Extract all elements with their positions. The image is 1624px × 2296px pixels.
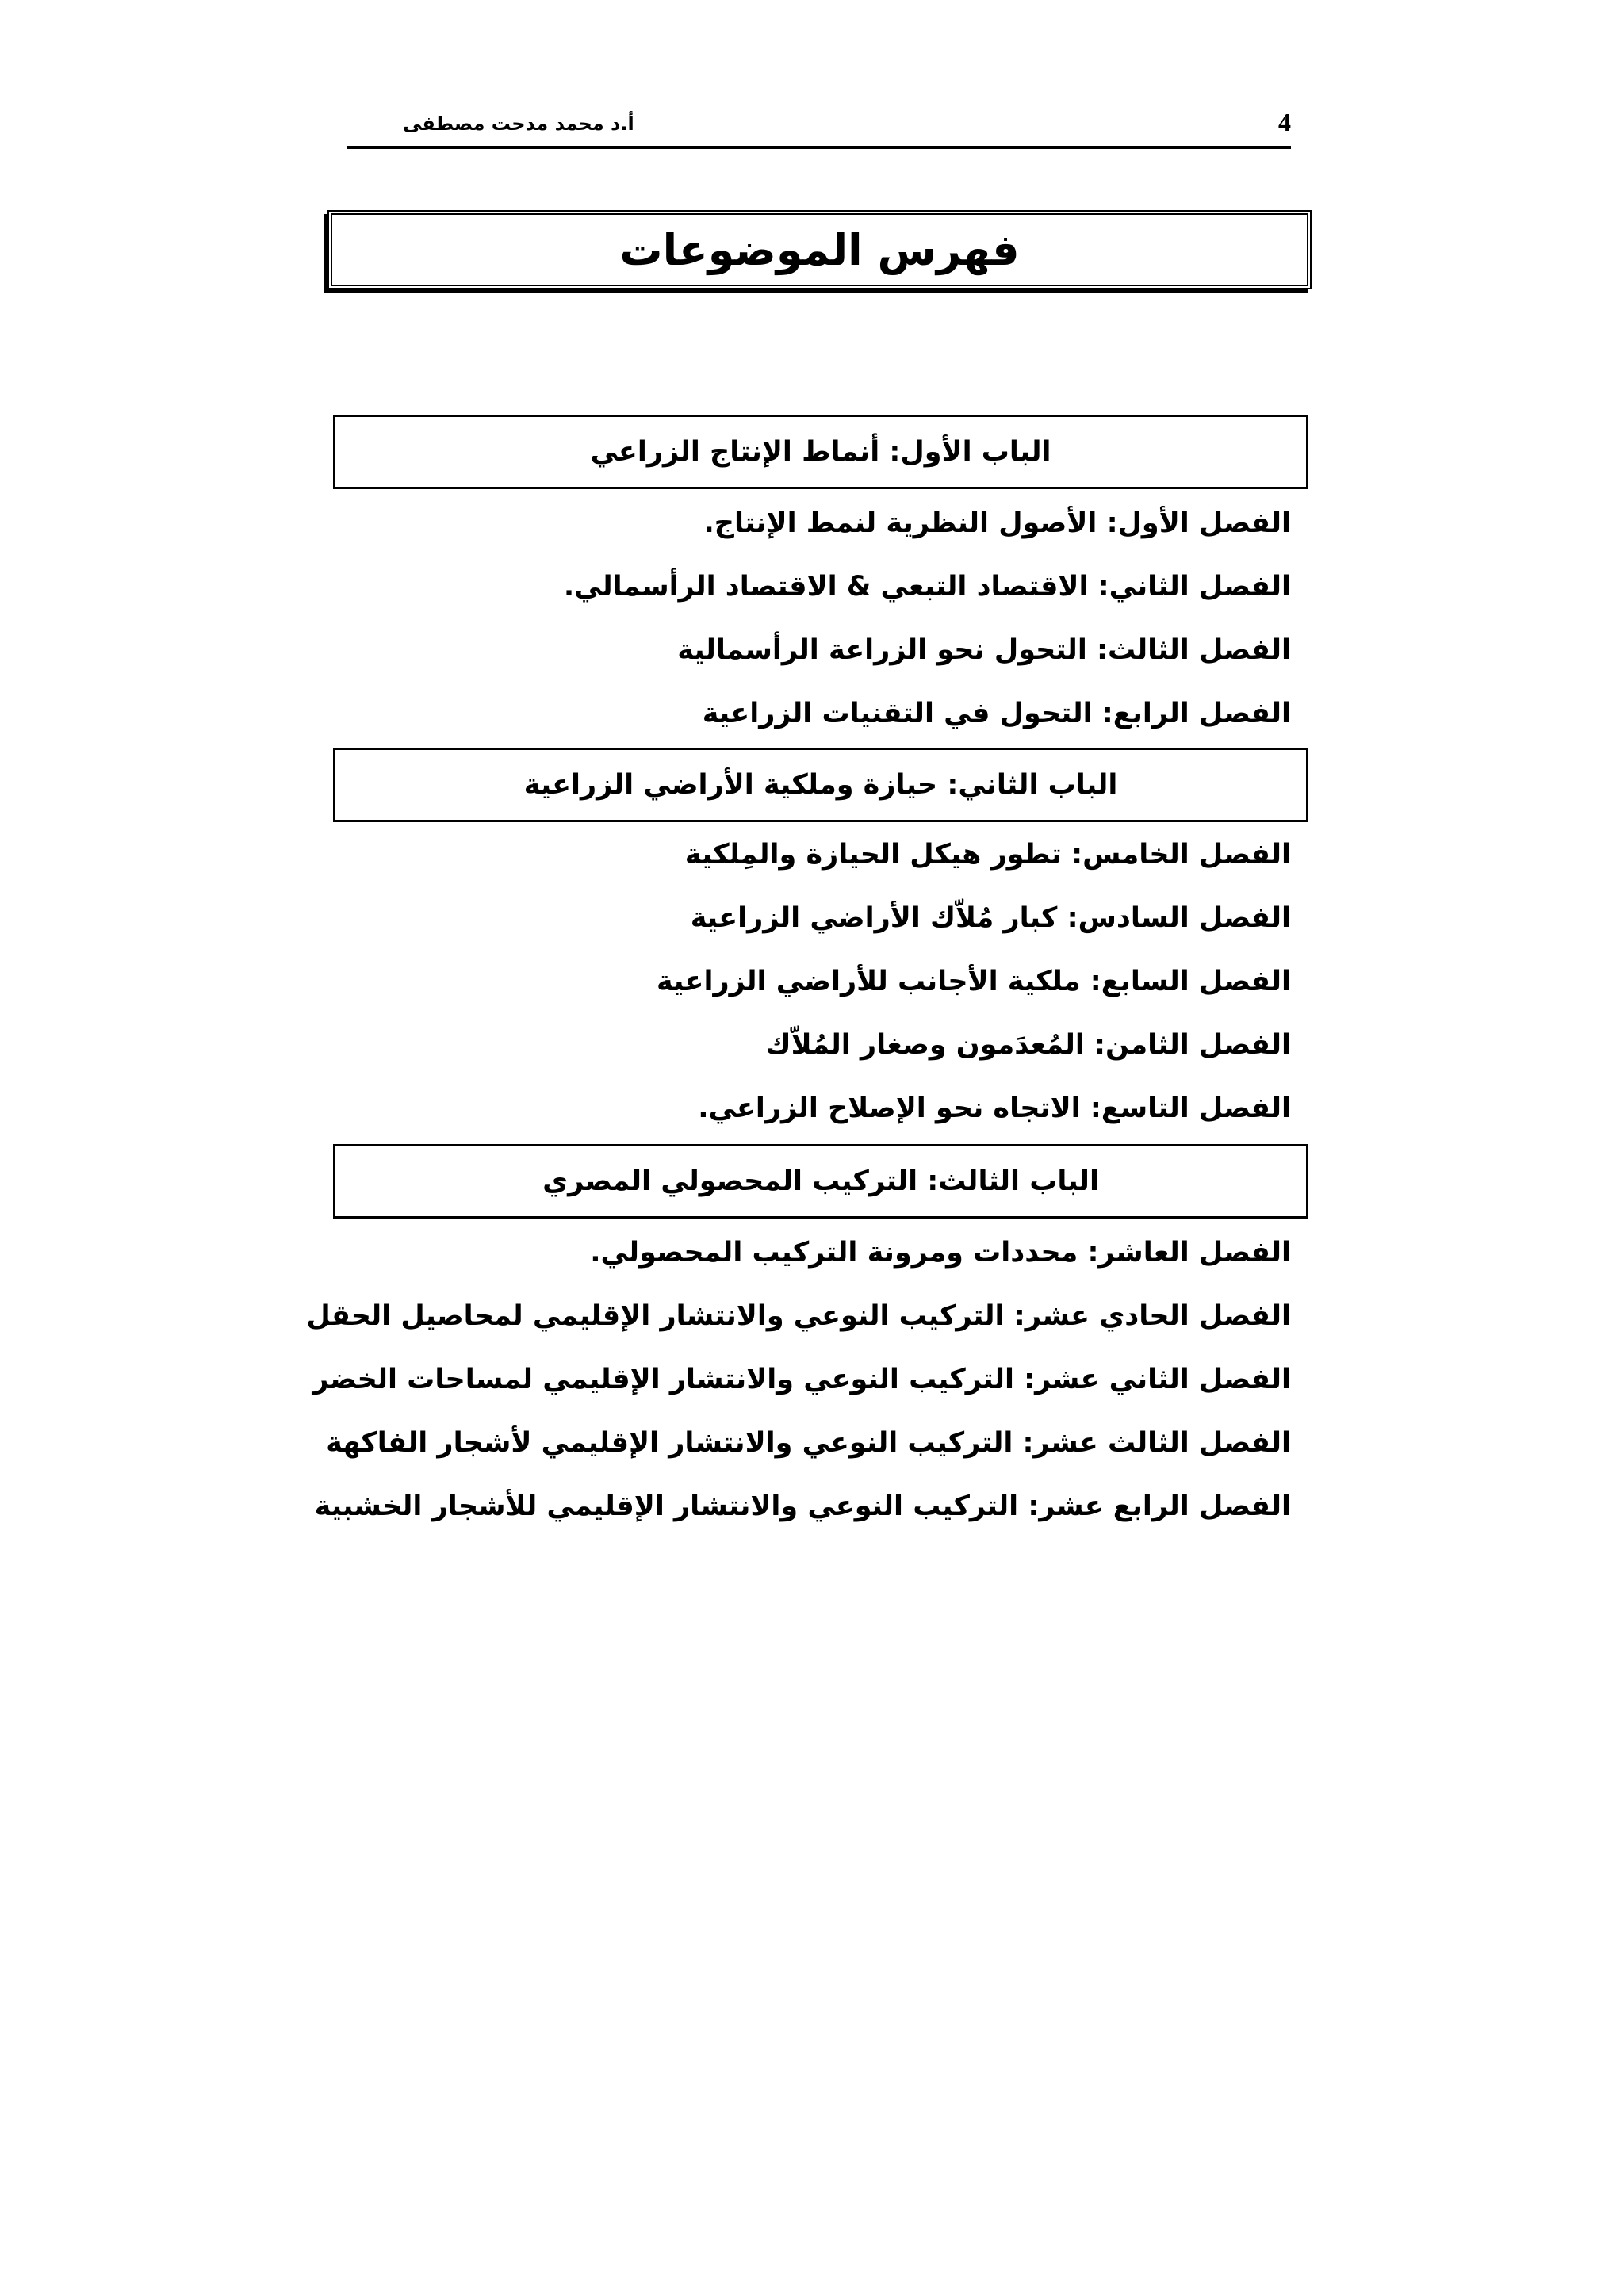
chapter-7: الفصل السابع: ملكية الأجانب للأراضي الزراعية bbox=[657, 966, 1291, 997]
chapter-6: الفصل السادس: كبار مُلاّك الأراضي الزراعية bbox=[690, 902, 1291, 934]
chapter-12: الفصل الثاني عشر: التركيب النوعي والانتشار الإقليمي لمساحات الخضر bbox=[312, 1364, 1291, 1395]
part-heading-3: الباب الثالث: التركيب المحصولي المصري bbox=[333, 1144, 1308, 1219]
page-title-box bbox=[327, 210, 1312, 289]
chapter-9: الفصل التاسع: الاتجاه نحو الإصلاح الزراعي. bbox=[698, 1093, 1291, 1124]
chapter-13: الفصل الثالث عشر: التركيب النوعي والانتشار الإقليمي لأشجار الفاكهة bbox=[326, 1427, 1291, 1459]
chapter-3: الفصل الثالث: التحول نحو الزراعة الرأسمالية bbox=[677, 634, 1291, 666]
part-heading-2: الباب الثاني: حيازة وملكية الأراضي الزراعية bbox=[333, 748, 1308, 822]
chapter-8: الفصل الثامن: المُعدَمون وصغار المُلاّك bbox=[765, 1029, 1291, 1061]
chapter-5: الفصل الخامس: تطور هيكل الحيازة والمِلكية bbox=[684, 839, 1291, 871]
page-header bbox=[347, 105, 1291, 149]
chapter-2: الفصل الثاني: الاقتصاد التبعي & الاقتصاد الرأسمالي. bbox=[563, 571, 1291, 603]
chapter-11: الفصل الحادي عشر: التركيب النوعي والانتشار الإقليمي لمحاصيل الحقل bbox=[306, 1300, 1291, 1332]
part-heading-1: الباب الأول: أنماط الإنتاج الزراعي bbox=[333, 415, 1308, 489]
chapter-14: الفصل الرابع عشر: التركيب النوعي والانتشار الإقليمي للأشجار الخشبية bbox=[314, 1490, 1291, 1522]
author-name: أ.د محمد مدحت مصطفى bbox=[403, 113, 634, 135]
chapter-4: الفصل الرابع: التحول في التقنيات الزراعية bbox=[702, 698, 1291, 729]
page-title: فهرس الموضوعات bbox=[619, 224, 1020, 275]
chapter-1: الفصل الأول: الأصول النظرية لنمط الإنتاج. bbox=[703, 507, 1291, 539]
chapter-10: الفصل العاشر: محددات ومرونة التركيب المحصولي. bbox=[590, 1237, 1291, 1269]
page-number: 4 bbox=[1278, 108, 1291, 136]
